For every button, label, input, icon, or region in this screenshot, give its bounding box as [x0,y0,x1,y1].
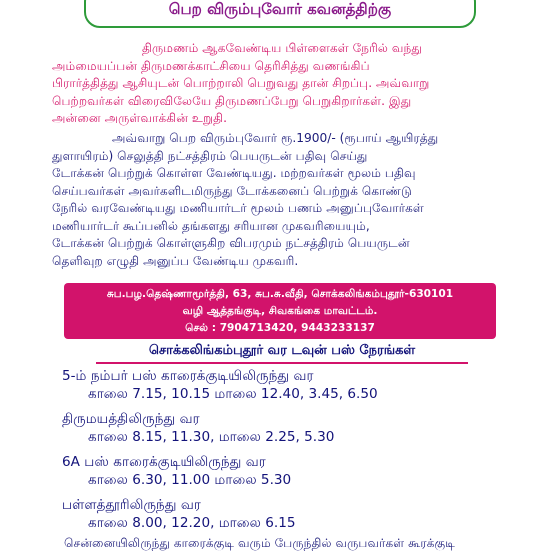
page-title: பெற விரும்புவோர் கவனத்திற்கு [168,0,392,18]
paragraph-line: டோக்கன் பெற்றுக் கொள்ள வேண்டியது. மற்றவர்கள் மூலம் பதிவு [52,166,416,180]
paragraph-blessing [52,40,510,128]
bus-routes-list [62,368,522,540]
paragraph-line: திருமணம் ஆகவேண்டிய பிள்ளைகள் நேரில் வந்து [142,41,422,55]
paragraph-line: பெற்றவர்கள் விரைவிலேயே திருமணப்பேறு பெறுகிறார்கள். இது [52,93,412,108]
paragraph-line: மணியார்டர் கூப்பனில் தங்களது சரியான முகவரியையும், [52,218,370,233]
list-item [62,368,522,404]
address-box [64,283,496,339]
footer-note: சென்னையிலிருந்து காரைக்குடி வரும் பேருந்தில் வருபவர்கள் கூரக்குடி [64,536,455,550]
address-phone: செல் : 7904713420, 9443233137 [185,322,375,334]
address-line-2: வழி ஆத்தங்குடி, சிவகங்கை மாவட்டம். [182,305,378,317]
paragraph-line: அம்மையப்பன் திருமணக்காட்சியை தெரிசித்து வணங்கிப் [52,58,370,73]
paragraph-registration [52,130,510,270]
paragraph-line: துளாயிரம்) செலுத்தி நட்சத்திரம் பெயருடன் பதிவு செய்து [52,148,368,163]
paragraph-line: நேரில் வரவேண்டியது மணியார்டர் மூலம் பணம் அனுப்புவோர்கள் [52,201,424,215]
list-item [62,411,522,447]
paragraph-line: பிரார்த்தித்து ஆசியுடன் பொற்றாலி பெறுவது தான் சிறப்பு. அவ்வாறு [52,76,430,90]
route-times: காலை 7.15, 10.15 மாலை 12.40, 3.45, 6.50 [88,386,378,402]
route-times: காலை 6.30, 11.00 மாலை 5.30 [88,472,292,488]
route-title: பள்ளத்தூரிலிருந்து வர [62,497,201,513]
list-item [62,497,522,533]
paragraph-line: அன்னை அருள்வாக்கின் உறுதி. [52,111,228,125]
route-title: 5-ம் நம்பர் பஸ் காரைக்குடியிலிருந்து வர [62,368,314,384]
route-times: காலை 8.00, 12.20, மாலை 6.15 [88,515,296,531]
paragraph-line: டோக்கன் பெற்றுக் கொள்ளுகிற விபரமும் நட்சத்திரம் பெயருடன் [52,236,410,250]
route-title: 6A பஸ் காரைக்குடியிலிருந்து வர [62,454,266,470]
paragraph-line: அவ்வாறு பெற விரும்புவோர் ரூ.1900/- (ரூபாய் ஆயிரத்து [112,131,439,145]
paragraph-line: தெளிவுற எழுதி அனுப்ப வேண்டிய முகவரி. [52,253,299,268]
paragraph-line: செய்பவர்கள் அவர்களிடமிருந்து டோக்கனைப் பெற்றுக் கொண்டு [52,183,412,198]
route-title: திருமயத்திலிருந்து வர [62,411,200,427]
address-line-1: சுப.பழ.தெஷ்ணாமூர்த்தி, 63, சுப.சு.வீதி, சொக்கலிங்கம்புதூர்-630101 [106,288,454,300]
route-times: காலை 8.15, 11.30, மாலை 2.25, 5.30 [88,429,335,445]
bus-timings-heading: சொக்கலிங்கம்புதூர் வர டவுன் பஸ் நேரங்கள் [96,343,468,364]
title-box [84,0,476,28]
list-item [62,454,522,490]
